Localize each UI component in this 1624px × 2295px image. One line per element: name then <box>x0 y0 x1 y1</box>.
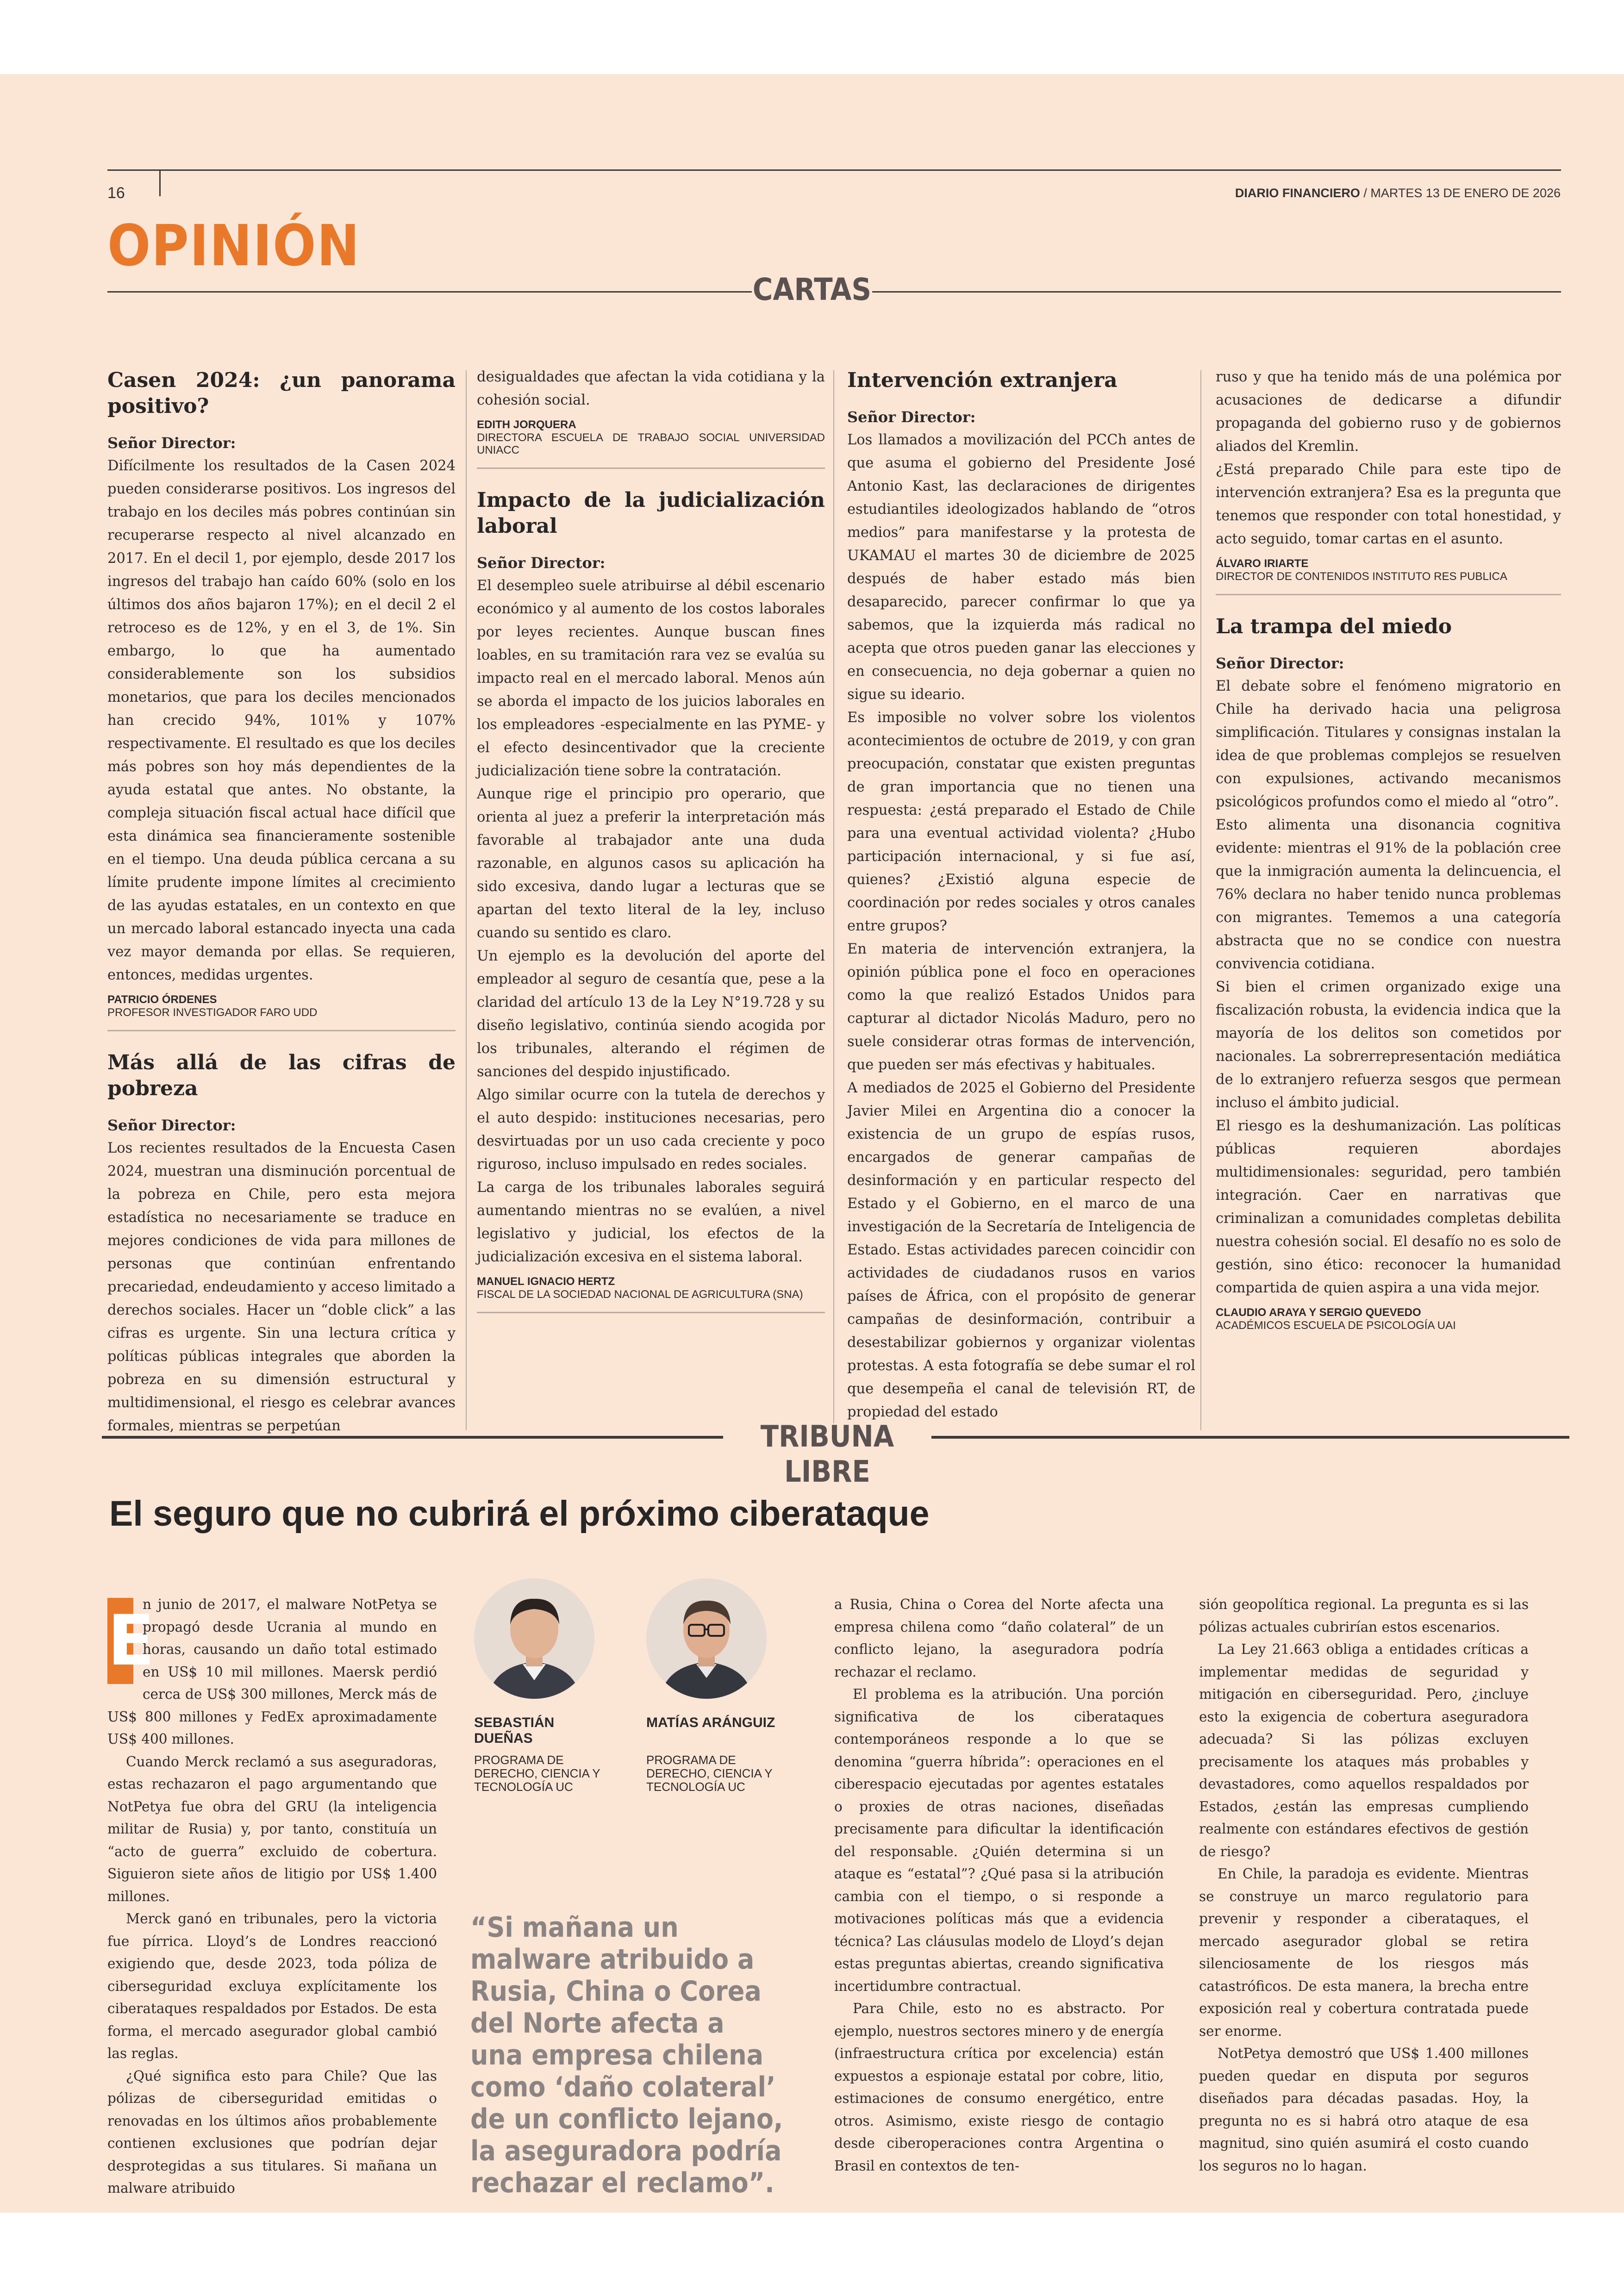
tribuna-label: TRIBUNA LIBRE <box>760 1420 894 1489</box>
tribuna-paragraph: El problema es la atribución. Una porción significativa de los ciberataques contemporáneos responde a lo que se denomina “guerra híbrida”: operaciones en el ciberespacio ejecutadas por agentes estatales o proxies de otras naciones, diseñadas precisamente para dificultar la identificación del responsable. ¿Quién determina si un ataque es “estatal”? ¿Qué pasa si la atribución cambia con el tiempo, o si responde a motivaciones políticas más que a evidencia técnica? Las cláusulas modelo de Lloyd’s dejan estas preguntas abiertas, creando significativa incertidumbre contractual. <box>834 1686 1164 1994</box>
letter-body: Un ejemplo es la devolución del aporte del empleador al seguro de cesantía que, pese a la claridad del artículo 13 de la Ley N°19.728 y su diseño legislativo, continúa siendo acogida por los tribunales, alterando el régimen de sanciones del despido injustificado. <box>477 948 825 1080</box>
column-separator <box>466 370 467 1430</box>
section-title: OPINIÓN <box>107 213 361 279</box>
column-separator <box>1200 370 1201 1430</box>
letter-signature <box>1216 1306 1561 1343</box>
letter-title: Casen 2024: ¿un panorama positivo? <box>107 368 456 418</box>
author-photo-duenas <box>474 1578 594 1699</box>
tribuna-column-1 <box>107 1593 437 2200</box>
drop-cap: E <box>107 1598 133 1684</box>
tribuna-paragraph: NotPetya demostró que US$ 1.400 millones pueden quedar en disputa por seguros diseñados para décadas pasadas. Hoy, la pregunta no es si habrá otro ataque de esa magnitud, sino quién asumirá el costo cuando los seguros no lo hagan. <box>1199 2046 1529 2174</box>
letters-column-3 <box>847 368 1195 1424</box>
letter-author: MANUEL IGNACIO HERTZ <box>477 1275 615 1288</box>
letter-body: El desempleo suele atribuirse al débil escenario económico y al aumento de los costos laborales por leyes recientes. Aunque buscan fines loables, en su tramitación rara vez se evalúa su impacto real en el mercado laboral. Menos aún se aborda el impacto de los juicios laborales en los empleadores -especialmente en las PYME- y el efecto desincentivador que la creciente judicialización tiene sobre la contratación. <box>477 578 825 779</box>
letter-salutation: Señor Director: <box>477 554 606 572</box>
newspaper-page <box>0 74 1624 2213</box>
letter-author: ÁLVARO IRIARTE <box>1216 557 1309 570</box>
tribuna-column-3 <box>834 1593 1164 2177</box>
letter-body: Aunque rige el principio pro operario, que orienta al juez a preferir la interpretación más favorable al trabajador ante una duda razonable, en algunos casos su aplicación ha sido excesiva, dando lugar a lecturas que se apartan del texto literal de la ley, incluso cuando su sentido es claro. <box>477 786 825 941</box>
letter-body: A mediados de 2025 el Gobierno del Presidente Javier Milei en Argentina dio a conocer la existencia de un grupo de espías rusos, encargados de generar campañas de desinformación y en particular respecto del Estado y el Gobierno, en el marco de una investigación de la Secretaría de Inteligencia de Estado. Estas actividades parecen coincidir con actividades de ciudadanos rusos en varios países de África, con el propósito de generar campañas de desinformación, contribuir a desestabilizar gobiernos y organizar violentas protestas. A esta fotografía se debe sumar el rol que desempeña el canal de televisión RT, de propiedad del estado <box>847 1080 1195 1420</box>
cartas-rule-left <box>107 291 752 293</box>
letter-body: El debate sobre el fenómeno migratorio en Chile ha derivado hacia una peligrosa simplificación. Titulares y consignas instalan la idea de que problemas complejos se resuelven con expulsiones, activando mecanismos psicológicos profundos como el miedo al “otro”. <box>1216 678 1561 810</box>
letter-body: Los llamados a movilización del PCCh antes de que asuma el gobierno del Presidente José Antonio Kast, las declaraciones de dirigentes estudiantiles ideologizados hablando de “otros medios” para manifestarse y la protesta de UKAMAU el martes 30 de diciembre de 2025 después de haber estado más bien desaparecido, parecer confirmar lo que ya sabemos, que la izquierda más radical no acepta que otros pueden ganar las elecciones y en consecuencia, no deja gobernar a quien no sigue su ideario. <box>847 432 1195 703</box>
letter-signature <box>107 993 456 1031</box>
author-role: PROGRAMA DE DERECHO, CIENCIA Y TECNOLOGÍA UC <box>474 1753 600 1794</box>
letter-body: Algo similar ocurre con la tutela de derechos y el auto despido: instituciones necesarias, pero desvirtuadas por un uso cada creciente y poco riguroso, incluso impulsado en redes sociales. <box>477 1087 825 1172</box>
letter-body: Difícilmente los resultados de la Casen 2024 pueden considerarse positivos. Los ingresos del trabajo en los deciles más pobres continúan sin recuperarse respecto al nivel alcanzado en 2017. En el decil 1, por ejemplo, desde 2017 los ingresos del trabajo han caído 60% (solo en los últimos dos años bajaron 17%); en el decil 2 el retroceso es de 12%, y en el 3, de 1%. Sin embargo, lo que ha aumentado considerablemente son los subsidios monetarios, que para los deciles mencionados han crecido 94%, 101% y 107% respectivamente. El resultado es que los deciles más pobres son hoy más dependientes de la ayuda estatal que antes. No obstante, la compleja situación fiscal actual hace difícil que esta dinámica sea financieramente sostenible en el tiempo. Una deuda pública cercana a su límite prudente impone límites al crecimiento de las ayudas estatales, en un contexto en que un mercado laboral estancado inyecta una cada vez mayor demanda por ellas. Se requieren, entonces, medidas urgentes. <box>107 458 456 983</box>
letter-title: Más allá de las cifras de pobreza <box>107 1051 456 1100</box>
tribuna-headline: El seguro que no cubrirá el próximo ciberataque <box>109 1494 930 1534</box>
letters-column-4 <box>1216 366 1561 1361</box>
letter-author: EDITH JORQUERA <box>477 418 576 431</box>
letters-column-2 <box>477 366 825 1332</box>
masthead <box>1235 186 1561 200</box>
pull-quote: “Si mañana un malware atribuido a Rusia, China o Corea del Norte afecta a una empresa chilena como ‘daño colateral’ de un conflicto lejano, la aseguradora podría rechazar el reclamo”. <box>470 1911 783 2199</box>
tribuna-column-4 <box>1199 1593 1529 2177</box>
tribuna-paragraph: ¿Qué significa esto para Chile? Que las pólizas de ciberseguridad emitidas o renovadas en los últimos años probablemente contienen exclusiones que podrían dejar desprotegidas a sus titulares. Si mañana un malware atribuido <box>107 2068 437 2196</box>
cartas-rule-right <box>872 291 1561 293</box>
letter-author: CLAUDIO ARAYA Y SERGIO QUEVEDO <box>1216 1306 1421 1319</box>
letter-body: Es imposible no volver sobre los violentos acontecimientos de octubre de 2019, y con gran preocupación, constatar que existen preguntas de gran importancia que no tienen una respuesta: ¿está preparado el Estado de Chile para una eventual actividad violenta? ¿Hubo participación internacional, y si fue así, quienes? ¿Existió alguna especie de coordinación por redes sociales y otros canales entre grupos? <box>847 710 1195 934</box>
issue-date: / MARTES 13 DE ENERO DE 2026 <box>1360 186 1561 200</box>
letter-body: Esto alimenta una disonancia cognitiva evidente: mientras el 91% de la población cree que la inmigración aumenta la delincuencia, el 76% declara no haber tenido nunca problemas con migrantes. Tememos a una categoría abstracta que no se condice con nuestra convivencia cotidiana. <box>1216 817 1561 972</box>
author-name: MATÍAS ARÁNGUIZ <box>646 1715 775 1730</box>
letter-author-role: DIRECTORA ESCUELA DE TRABAJO SOCIAL UNIVERSIDAD UNIACC <box>477 431 825 456</box>
letter-salutation: Señor Director: <box>107 434 236 452</box>
letter-signature <box>1216 557 1561 595</box>
letter-body-continued: ruso y que ha tenido más de una polémica por acusaciones de dedicarse a difundir propaganda del gobierno ruso y de gobiernos aliados del Kremlin. <box>1216 369 1561 455</box>
letter-body-continued: desigualdades que afectan la vida cotidiana y la cohesión social. <box>477 369 825 408</box>
letters-column-1 <box>107 368 456 1438</box>
header-rule <box>107 169 1561 171</box>
tribuna-paragraph: a Rusia, China o Corea del Norte afecta una empresa chilena como “daño colateral” de un conflicto lejano, la aseguradora podría rechazar el reclamo. <box>834 1597 1164 1680</box>
portrait-icon <box>474 1578 594 1699</box>
tribuna-paragraph: En Chile, la paradoja es evidente. Mientras se construye un marco regulatorio para prevenir y responder a ciberataques, el mercado asegurador global se retira silenciosamente de los riesgos más catastróficos. De esta manera, la brecha entre exposición real y cobertura contratada puede ser enorme. <box>1199 1866 1529 2039</box>
letter-author: PATRICIO ÓRDENES <box>107 993 217 1006</box>
tribuna-paragraph: Merck ganó en tribunales, pero la victoria fue pírrica. Lloyd’s de Londres reaccionó exigiendo que, desde 2023, toda póliza de ciberseguridad excluya explícitamente los ciberataques respaldados por Estados. De esta forma, el mercado asegurador global cambió las reglas. <box>107 1911 437 2061</box>
letter-body: En materia de intervención extranjera, la opinión pública pone el foco en operaciones como la que realizó Estados Unidos para capturar al dictador Nicolás Maduro, pero no suele considerar otras formas de intervención, que pueden ser más efectivas y habituales. <box>847 941 1195 1073</box>
letter-signature <box>477 418 825 469</box>
author-name: SEBASTIÁN DUEÑAS <box>474 1715 555 1746</box>
letter-title: Impacto de la judicialización laboral <box>477 488 825 538</box>
page-number-divider <box>159 169 161 196</box>
letter-body: Los recientes resultados de la Encuesta Casen 2024, muestran una disminución porcentual de la pobreza en Chile, pero esta mejora estadística no necesariamente se traduce en mejores condiciones de vida para millones de personas que continúan enfrentando precariedad, endeudamiento y acceso limitado a derechos sociales. Hacer un “doble click” a las cifras es urgente. Sin una lectura crítica y políticas públicas integrales que aborden la pobreza en su dimensión estructural y multidimensional, el riesgo es celebrar avances formales, mientras se perpetúan <box>107 1140 456 1434</box>
tribuna-paragraph: n junio de 2017, el malware NotPetya se propagó desde Ucrania al mundo en horas, causando un daño total estimado en US$ 10 mil millones. Maersk perdió cerca de US$ 300 millones, Merck más de US$ 800 millones y FedEx aproximadamente US$ 400 millones. <box>107 1597 437 1747</box>
letter-signature <box>477 1275 825 1313</box>
letter-body: El riesgo es la deshumanización. Las políticas públicas requieren abordajes multidimensionales: seguridad, pero también integración. Caer en narrativas que criminalizan a comunidades completas debilita nuestra cohesión social. El desafío no es solo de gestión, sino ético: reconocer la humanidad compartida de quien aspira a una vida mejor. <box>1216 1118 1561 1296</box>
letter-body: ¿Está preparado Chile para este tipo de intervención extranjera? Esa es la pregunta que tenemos que responder con total honestidad, y acto seguido, tomar cartas en el asunto. <box>1216 461 1561 547</box>
publication-name: DIARIO FINANCIERO <box>1235 186 1360 200</box>
tribuna-paragraph: La Ley 21.663 obliga a entidades críticas a implementar medidas de seguridad y mitigación en ciberseguridad. Pero, ¿incluye esto la exigencia de cobertura aseguradora adecuada? Si las pólizas excluyen precisamente los ataques más probables y devastadores, como aquellos respaldados por Estados, ¿están las empresas cumpliendo realmente con estándares efectivos de gestión de riesgo? <box>1199 1641 1529 1859</box>
letter-title: La trampa del miedo <box>1216 615 1452 638</box>
letter-author-role: PROFESOR INVESTIGADOR FARO UDD <box>107 1006 318 1019</box>
letter-author-role: DIRECTOR DE CONTENIDOS INSTITUTO RES PUBLICA <box>1216 570 1507 583</box>
portrait-icon <box>646 1578 767 1699</box>
letter-body: Si bien el crimen organizado exige una fiscalización robusta, la evidencia indica que la mayoría de los delitos son cometidos por nacionales. La sobrerrepresentación mediática de lo extranjero refuerza sesgos que permean incluso el ámbito judicial. <box>1216 979 1561 1111</box>
tribuna-paragraph: Para Chile, esto no es abstracto. Por ejemplo, nuestros sectores minero y de energía (infraestructura crítica por excelencia) están expuestos a espionaje estatal por cobre, litio, estimaciones de consumo energético, entre otros. Asimismo, existe riesgo de contagio desde ciberoperaciones contra Argentina o Brasil en contextos de ten- <box>834 2001 1164 2174</box>
letter-salutation: Señor Director: <box>107 1116 236 1134</box>
page-number: 16 <box>107 184 125 202</box>
letter-author-role: FISCAL DE LA SOCIEDAD NACIONAL DE AGRICULTURA (SNA) <box>477 1288 803 1301</box>
tribuna-paragraph: Cuando Merck reclamó a sus aseguradoras, estas rechazaron el pago argumentando que NotPetya fue obra del GRU (la inteligencia militar de Rusia) y, por tanto, constituía un “acto de guerra” excluido de cobertura. Siguieron siete años de litigio por US$ 1.400 millones. <box>107 1753 437 1904</box>
letter-salutation: Señor Director: <box>1216 655 1344 672</box>
tribuna-paragraph: sión geopolítica regional. La pregunta es si las pólizas actuales cubrirían estos escenarios. <box>1199 1597 1529 1635</box>
cartas-label: CARTAS <box>752 272 872 307</box>
letter-body: La carga de los tribunales laborales seguirá aumentando mientras no se evalúen, a nivel legislativo y judicial, los efectos de la judicialización excesiva en el sistema laboral. <box>477 1179 825 1265</box>
author-role: PROGRAMA DE DERECHO, CIENCIA Y TECNOLOGÍA UC <box>646 1753 773 1794</box>
author-photo-aranguiz <box>646 1578 767 1699</box>
letter-author-role: ACADÉMICOS ESCUELA DE PSICOLOGÍA UAI <box>1216 1319 1456 1332</box>
letter-salutation: Señor Director: <box>847 408 976 426</box>
letter-title: Intervención extranjera <box>847 368 1118 392</box>
column-separator <box>833 370 834 1430</box>
